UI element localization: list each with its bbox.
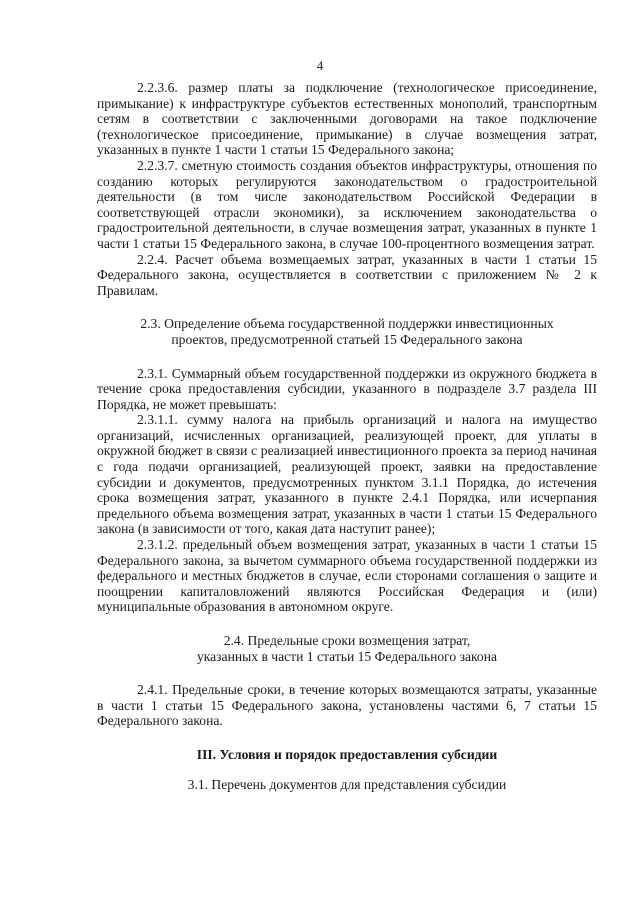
paragraph-2-2-3-6: 2.2.3.6. размер платы за подключение (технологическое присоединение, примыкание) к инфраструктуре субъектов естественных монополий, транспортным сетям в соответствии с заключенными договорами на такое подключение (технологическое присоединение, примыкание) в случае возмещения затрат, указанных в пункте 1 части 1 статьи 15 Федерального закона;: [97, 80, 597, 158]
document-body: [97, 80, 597, 792]
spacer: [97, 348, 597, 366]
paragraph-2-4-1: 2.4.1. Предельные сроки, в течение которых возмещаются затраты, указанные в части 1 статьи 15 Федерального закона, установлены частями 6, 7 статьи 15 Федерального закона.: [97, 682, 597, 729]
page-number: 4: [316, 58, 324, 73]
paragraph-2-3-1: 2.3.1. Суммарный объем государственной поддержки из окружного бюджета в течение срока предоставления субсидии, указанного в подразделе 3.7 раздела III Порядка, не может превышать:: [97, 365, 597, 412]
heading-2-4-line2: указанных в части 1 статьи 15 Федерального закона: [196, 648, 498, 664]
paragraph-2-3-1-1: 2.3.1.1. сумму налога на прибыль организаций и налога на имущество организаций, исчисленных организацией, реализующей проект, для уплаты в окружной бюджет в связи с реализацией инвестиционного проекта за период начиная с года подачи организацией, реализующей проект, заявки на предоставление субсидии и документов, предусмотренных пунктом 3.1.1 Порядка, до истечения срока возмещения затрат, указанного в пункте 2.4.1 Порядка, или исчерпания предельного объема возмещения затрат, указанных в части 1 статьи 15 Федерального закона (в зависимости от того, какая дата наступит ранее);: [97, 412, 597, 537]
spacer: [97, 729, 597, 747]
paragraph-2-2-4: 2.2.4. Расчет объема возмещаемых затрат, указанных в части 1 статьи 15 Федерального закона, осуществляется в соответствии с приложением № 2 к Правилам.: [97, 251, 597, 298]
paragraph-2-2-3-7: 2.2.3.7. сметную стоимость создания объектов инфраструктуры, отношения по созданию которых регулируются законодательством о градостроительной деятельности (в том числе законодательством Российской Федерации в соответствующей отрасли экономики), за исключением законодательства о градостроительной деятельности, в случае возмещения затрат, указанных в пункте 1 части 1 статьи 15 Федерального закона, в случае 100-процентного возмещения затрат.: [97, 157, 597, 251]
spacer: [97, 615, 597, 633]
section-3-title: III. Условия и порядок предоставления субсидии: [196, 746, 498, 762]
heading-2-4-line1: 2.4. Предельные сроки возмещения затрат,: [223, 633, 471, 648]
spacer: [97, 298, 597, 316]
heading-3-1: 3.1. Перечень документов для представления субсидии: [187, 776, 507, 792]
heading-2-3-line2: проектов, предусмотренной статьей 15 Федерального закона: [171, 331, 523, 347]
spacer: [97, 664, 597, 682]
paragraph-2-3-1-2: 2.3.1.2. предельный объем возмещения затрат, указанных в части 1 статьи 15 Федерального закона, за вычетом суммарного объема государственной поддержки из федерального и местных бюджетов в случае, если сторонами соглашения о защите и поощрении капиталовложений являются Российская Федерация и (или) муниципальные образования в автономном округе.: [97, 537, 597, 615]
spacer: [97, 763, 597, 777]
heading-2-3-line1: 2.3. Определение объема государственной поддержки инвестиционных: [140, 316, 554, 332]
